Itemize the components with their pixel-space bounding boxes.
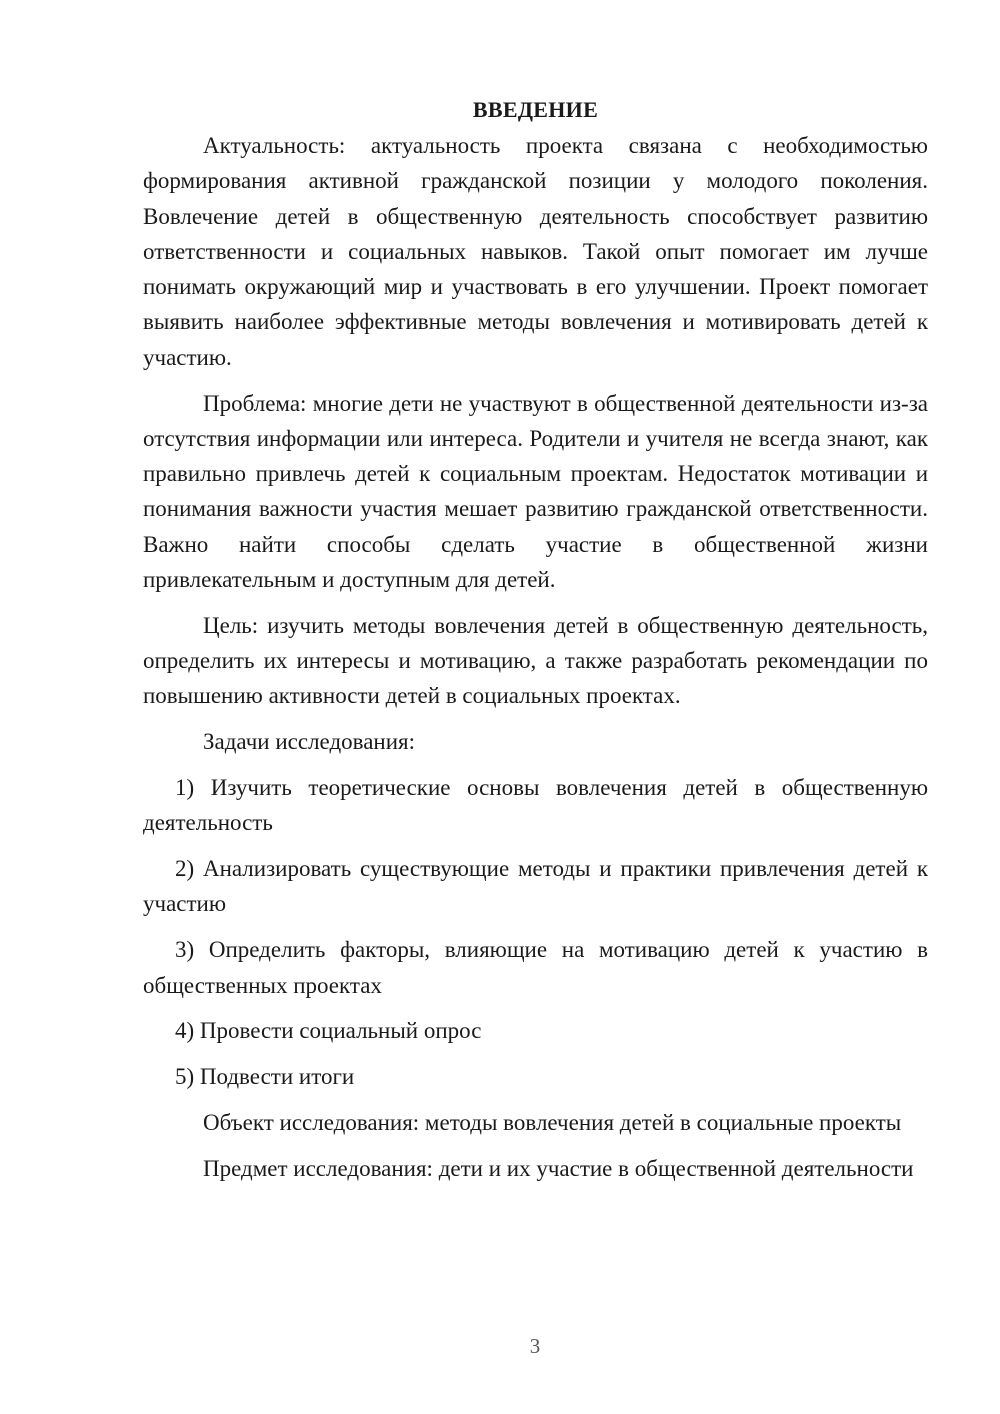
paragraph-problem: Проблема: многие дети не участвуют в общественной деятельности из-за отсутствия информации или интереса. Родители и учителя не всегда знают, как правильно привлечь детей к социальным проектам. Недостаток мотивации и понимания важности участия мешает развитию гражданской ответственности. Важно найти способы сделать участие в общественной жизни привлекательным и доступным для детей.	[143, 390, 928, 593]
page-title: ВВЕДЕНИЕ	[472, 97, 599, 122]
tasks-heading: Задачи исследования:	[203, 729, 416, 755]
list-item-task: 2) Анализировать существующие методы и практики привлечения детей к участию	[143, 856, 928, 917]
page-content	[143, 92, 928, 1197]
paragraph-subject: Предмет исследования: дети и их участие в общественной деятельности	[203, 1155, 914, 1181]
page-number: 3	[529, 1334, 541, 1358]
paragraph-object: Объект исследования: методы вовлечения детей в социальные проекты	[203, 1109, 902, 1135]
list-item-task: 5) Подвести итоги	[175, 1064, 355, 1090]
paragraph-goal: Цель: изучить методы вовлечения детей в общественную деятельность, определить их интересы и мотивацию, а также разработать рекомендации по повышению активности детей в социальных проектах.	[143, 612, 928, 709]
list-item-task: 1) Изучить теоретические основы вовлечения детей в общественную деятельность	[143, 775, 928, 836]
paragraph-relevance: Актуальность: актуальность проекта связана с необходимостью формирования активной гражданской позиции у молодого поколения. Вовлечение детей в общественную деятельность способствует развитию ответственности и социальных навыков. Такой опыт помогает им лучше понимать окружающий мир и участвовать в его улучшении. Проект помогает выявить наиболее эффективные методы вовлечения и мотивировать детей к участию.	[143, 133, 928, 370]
list-item-task: 3) Определить факторы, влияющие на мотивацию детей к участию в общественных проектах	[143, 937, 928, 998]
list-item-task: 4) Провести социальный опрос	[175, 1018, 482, 1044]
